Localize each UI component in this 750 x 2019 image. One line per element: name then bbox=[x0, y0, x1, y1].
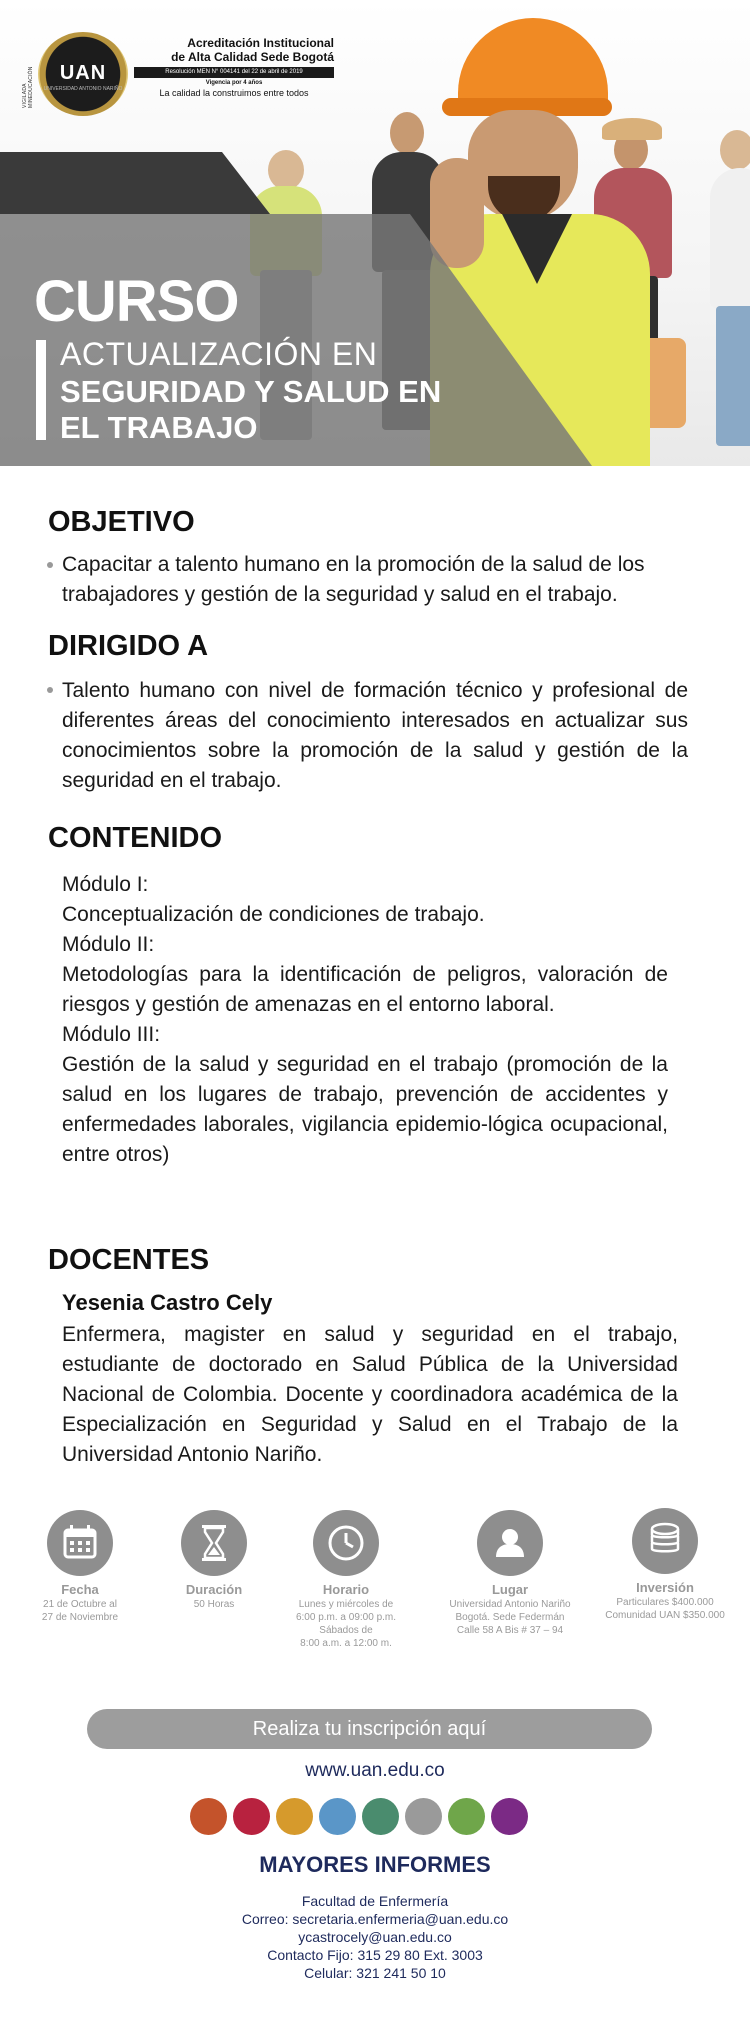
color-dot bbox=[448, 1798, 485, 1835]
logo-text: UAN bbox=[59, 62, 107, 84]
modulo-3-text: Gestión de la salud y seguridad en el trabajo (promoción de la salud en los lugares de trabajo, prevención de accidentes y enfermedades laborales, vigilancia epidemio-lógica ocupacional, entre otros) bbox=[62, 1053, 668, 1166]
info-lugar bbox=[438, 1510, 582, 1637]
accreditation-line-2: de Alta Calidad Sede Bogotá bbox=[171, 50, 334, 64]
email-primary[interactable]: Correo: secretaria.enfermeria@uan.edu.co bbox=[241, 1911, 509, 1927]
faculty-name: Facultad de Enfermería bbox=[301, 1893, 449, 1909]
color-dots-row bbox=[190, 1798, 560, 1836]
side-vertical-text: VIGILADA MINEDUCACIÓN bbox=[22, 66, 34, 108]
resolution-text: Resolución MEN N° 004141 del 22 de abril de 2019 bbox=[134, 67, 334, 78]
fecha-line-1: 21 de Octubre al bbox=[43, 1599, 117, 1610]
lugar-line-3: Calle 58 A Bis # 37 – 94 bbox=[456, 1625, 564, 1636]
dirigido-heading: DIRIGIDO A bbox=[48, 630, 209, 662]
horario-title: Horario bbox=[322, 1582, 370, 1597]
dirigido-bullet bbox=[47, 687, 53, 693]
objetivo-bullet bbox=[47, 562, 53, 568]
title-accent-bar bbox=[36, 340, 46, 440]
lugar-line-2: Bogotá. Sede Federmán bbox=[455, 1612, 565, 1623]
objetivo-line-1: Capacitar a talento humano en la promoción de la salud de los bbox=[62, 553, 645, 576]
contact-block bbox=[0, 1892, 750, 1982]
horario-line-3: Sábados de bbox=[319, 1625, 373, 1636]
modulo-1-text: Conceptualización de condiciones de trabajo. bbox=[62, 903, 485, 926]
info-fecha bbox=[10, 1510, 150, 1624]
objetivo-line-2: trabajadores y gestión de la seguridad y salud en el trabajo. bbox=[62, 583, 618, 606]
logo-subtext: UNIVERSIDAD ANTONIO NARIÑO bbox=[43, 86, 123, 92]
teacher-bio: Enfermera, magister en salud y seguridad en el trabajo, estudiante de doctorado en Salud Pública de la Universidad Nacional de Colombia. Docente y coordinadora académica de la Especialización en Seguridad y Salud en el Trabajo de la Universidad Antonio Nariño. bbox=[62, 1323, 678, 1466]
website-link[interactable]: www.uan.edu.co bbox=[305, 1760, 445, 1781]
info-duracion bbox=[144, 1510, 284, 1611]
fecha-line-2: 27 de Noviembre bbox=[41, 1612, 119, 1623]
color-dot bbox=[233, 1798, 270, 1835]
more-info-heading: MAYORES INFORMES bbox=[259, 1852, 491, 1877]
info-inversion bbox=[590, 1508, 740, 1622]
calendar-icon bbox=[47, 1510, 113, 1576]
dark-diagonal-band bbox=[0, 152, 270, 214]
objetivo-heading: OBJETIVO bbox=[48, 506, 195, 538]
university-logo-block bbox=[22, 28, 334, 120]
accreditation-text bbox=[134, 36, 334, 99]
color-dot bbox=[319, 1798, 356, 1835]
modulo-1-label: Módulo I: bbox=[62, 873, 149, 896]
worker-figure-right bbox=[710, 130, 750, 450]
objetivo-text bbox=[62, 550, 698, 610]
hourglass-icon bbox=[181, 1510, 247, 1576]
coins-icon bbox=[632, 1508, 698, 1574]
modulo-3-label: Módulo III: bbox=[62, 1023, 161, 1046]
color-dot bbox=[405, 1798, 442, 1835]
user-icon bbox=[477, 1510, 543, 1576]
color-dot bbox=[276, 1798, 313, 1835]
validity-text: Vigencia por 4 años bbox=[205, 80, 263, 86]
register-button[interactable]: Realiza tu inscripción aquí bbox=[87, 1709, 652, 1749]
email-secondary[interactable]: ycastrocely@uan.edu.co bbox=[298, 1929, 452, 1945]
inversion-line-1: Particulares $400.000 bbox=[616, 1597, 714, 1608]
color-dot bbox=[362, 1798, 399, 1835]
contenido-text bbox=[62, 870, 668, 1170]
hero-banner bbox=[0, 0, 750, 466]
modulo-2-label: Módulo II: bbox=[62, 933, 155, 956]
accreditation-line-1: Acreditación Institucional bbox=[187, 36, 334, 50]
docentes-heading: DOCENTES bbox=[48, 1244, 210, 1276]
slogan-text: La calidad la construimos entre todos bbox=[159, 88, 309, 98]
inversion-title: Inversión bbox=[636, 1580, 694, 1595]
course-heading: CURSO bbox=[34, 269, 239, 334]
horario-line-2: 6:00 p.m. a 09:00 p.m. bbox=[295, 1612, 397, 1623]
inversion-line-2: Comunidad UAN $350.000 bbox=[605, 1610, 725, 1621]
horario-line-1: Lunes y miércoles de bbox=[298, 1599, 394, 1610]
lugar-line-1: Universidad Antonio Nariño bbox=[449, 1599, 571, 1610]
clock-icon bbox=[313, 1510, 379, 1576]
contenido-heading: CONTENIDO bbox=[48, 822, 222, 854]
phone-landline: Contacto Fijo: 315 29 80 Ext. 3003 bbox=[267, 1947, 483, 1963]
course-title-line-3: EL TRABAJO bbox=[60, 410, 258, 445]
color-dot bbox=[190, 1798, 227, 1835]
university-seal-logo bbox=[38, 32, 128, 116]
horario-line-4: 8:00 a.m. a 12:00 m. bbox=[300, 1638, 392, 1649]
duracion-title: Duración bbox=[185, 1582, 243, 1597]
modulo-2-text: Metodologías para la identificación de peligros, valoración de riesgos y gestión de amenazas en el entorno laboral. bbox=[62, 963, 668, 1016]
duracion-line-1: 50 Horas bbox=[193, 1599, 235, 1610]
lugar-title: Lugar bbox=[491, 1582, 529, 1597]
dirigido-text: Talento humano con nivel de formación técnico y profesional de diferentes áreas del conocimiento interesados en actualizar sus conocimientos sobre la promoción de la salud y gestión de la seguridad en el trabajo. bbox=[62, 679, 688, 792]
teacher-name: Yesenia Castro Cely bbox=[62, 1290, 273, 1315]
course-title-line-2: SEGURIDAD Y SALUD EN bbox=[60, 374, 442, 409]
fecha-title: Fecha bbox=[61, 1582, 99, 1597]
course-title-line-1: ACTUALIZACIÓN EN bbox=[60, 336, 378, 372]
phone-mobile: Celular: 321 241 50 10 bbox=[304, 1965, 446, 1981]
color-dot bbox=[491, 1798, 528, 1835]
info-horario bbox=[276, 1510, 416, 1650]
